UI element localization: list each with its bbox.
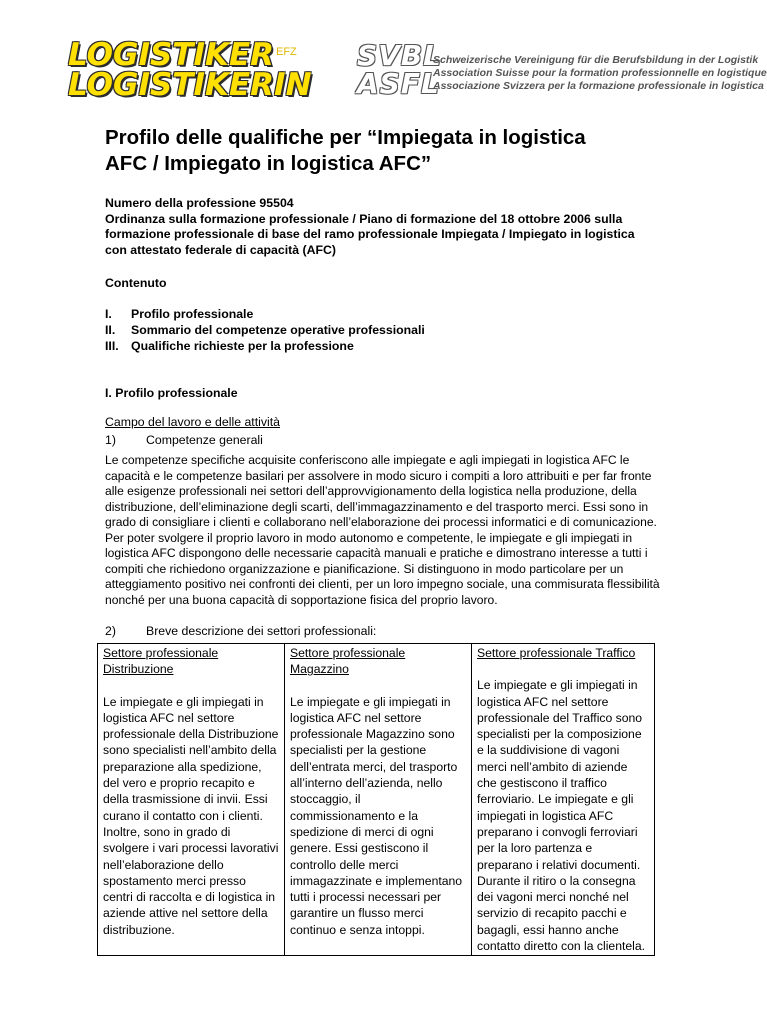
numbered-item-label: Competenze generali <box>146 432 263 447</box>
document-title <box>105 125 665 177</box>
profession-number: Numero della professione 95504 <box>105 196 294 210</box>
document-body <box>105 125 665 640</box>
contents-item <box>105 322 665 338</box>
sector-heading: Settore professionale Traffico <box>477 646 636 660</box>
contents-heading: Contenuto <box>105 276 167 290</box>
sector-cell <box>285 644 472 956</box>
association-name-de: Schweizerische Vereinigung für die Berufsbildung in der Logistik <box>433 54 759 66</box>
sector-heading: Settore professionale Distribuzione <box>103 646 219 677</box>
association-names <box>433 54 767 93</box>
contents-item-number: I. <box>105 306 112 321</box>
association-mark-1: SVBL <box>357 39 443 72</box>
contents-item <box>105 306 665 322</box>
sector-heading: Settore professionale Magazzino <box>290 646 406 677</box>
association-name-it: Associazione Svizzera per la formazione professionale in logistica <box>433 80 764 92</box>
section-heading: I. Profilo professionale <box>105 385 238 400</box>
contents-item-number: II. <box>105 322 116 337</box>
association-name-fr: Association Suisse pour la formation professionnelle en logistique <box>433 67 767 79</box>
numbered-item-number: 1) <box>105 432 116 447</box>
title-line-1: Profilo delle qualifiche per “Impiegata in logistica <box>105 126 586 149</box>
logo-line-1: LOGISTIKER <box>68 37 275 73</box>
sector-description: Le impiegate e gli impiegati in logistica AFC nel settore professionale della Distribuzione sono specialisti nell’ambito della preparazione alla spedizione, del vero e proprio recapito e della trasmissione di invii. Essi curano il contatto con i clienti. Inoltre, sono in grado di svolgere i vari processi lavorativi nell’elaborazione dello spostamento merci presso centri di raccolta e di logistica in aziende attive nel settore della distribuzione. <box>103 694 279 937</box>
title-line-2: AFC / Impiegato in logistica AFC” <box>105 152 432 175</box>
logo-line-2: LOGISTIKERIN <box>68 67 312 103</box>
sectors-table <box>97 643 655 956</box>
sector-description: Le impiegate e gli impiegati in logistica AFC nel settore professionale del Traffico sono specialisti per la composizione e la suddivisione di vagoni merci nell’ambito di aziende che gestiscono il traffico ferroviario. Le impiegate e gli impiegati in logistica AFC preparano i convogli ferroviari per la loro partenza e preparano i relativi documenti. Durante il ritiro o la consegna dei vagoni merci nonché nel servizio di recapito pacchi e bagagli, essi hanno anche contatto diretto con la clientela. <box>477 678 646 954</box>
ordinance-text: Ordinanza sulla formazione professionale / Piano di formazione del 18 ottobre 2006 sulla formazione professionale di base del ramo professionale Impiegata / Impiegato in logistica con attestato federale di capacità (AFC) <box>105 211 635 257</box>
contents-list <box>105 306 665 354</box>
logistiker-logo <box>68 37 312 103</box>
sector-cell <box>472 644 655 956</box>
association-mark-2: ASFL <box>357 67 440 100</box>
contents-item-number: III. <box>105 338 119 353</box>
contents-item-label: Profilo professionale <box>131 306 254 321</box>
sector-cell <box>98 644 285 956</box>
contents-item-label: Qualifiche richieste per la professione <box>131 338 354 353</box>
numbered-item-label: Breve descrizione dei settori professionali: <box>146 624 377 638</box>
numbered-item-number: 2) <box>105 624 116 638</box>
association-logo <box>357 39 443 100</box>
logo-suffix: EFZ <box>276 46 297 58</box>
sectors-table-wrapper <box>97 643 655 956</box>
sector-description: Le impiegate e gli impiegati in logistica AFC nel settore professionale Magazzino sono specialisti per la gestione dell’entrata merci, del trasporto all’interno dell’azienda, nello stoccaggio, il commissionamento e la spedizione di merci di ogni genere. Essi gestiscono il controllo delle merci immagazzinate e implementano tutti i processi necessari per garantire un flusso merci continuo e senza intoppi. <box>290 694 463 937</box>
contents-item <box>105 338 665 354</box>
table-row <box>98 644 655 956</box>
contents-item-label: Sommario del competenze operative professionali <box>131 322 425 337</box>
numbered-item <box>105 433 665 449</box>
section-subheading: Campo del lavoro e delle attività <box>105 415 280 429</box>
competences-paragraph: Le competenze specifiche acquisite conferiscono alle impiegate e agli impiegati in logistica AFC le capacità e le competenze basilari per assolvere in modo sicuro i compiti a loro attribuiti e per far fronte alle esigenze professionali nei settori dell’approvvigionamento della logistica nella produzione, della distribuzione, dell’eliminazione degli scarti, dell’immagazzinamento e del trasporto merci. Essi sono in grado di consigliare i clienti e collaborano nell’elaborazione dei processi informatici e di comunicazione. Per poter svolgere il proprio lavoro in modo autonomo e competente, le impiegate e gli impiegati in logistica AFC dispongono delle necessarie capacità manuali e pratiche e dimostrano interesse a tutti i compiti che richiedono organizzazione e pianificazione. Si distinguono in modo particolare per un atteggiamento positivo nei confronti dei clienti, per un loro impegno sociale, una commisurata flessibilità nonché per una buona capacità di sopportazione fisica del proprio lavoro. <box>105 453 660 607</box>
numbered-item <box>105 624 665 640</box>
